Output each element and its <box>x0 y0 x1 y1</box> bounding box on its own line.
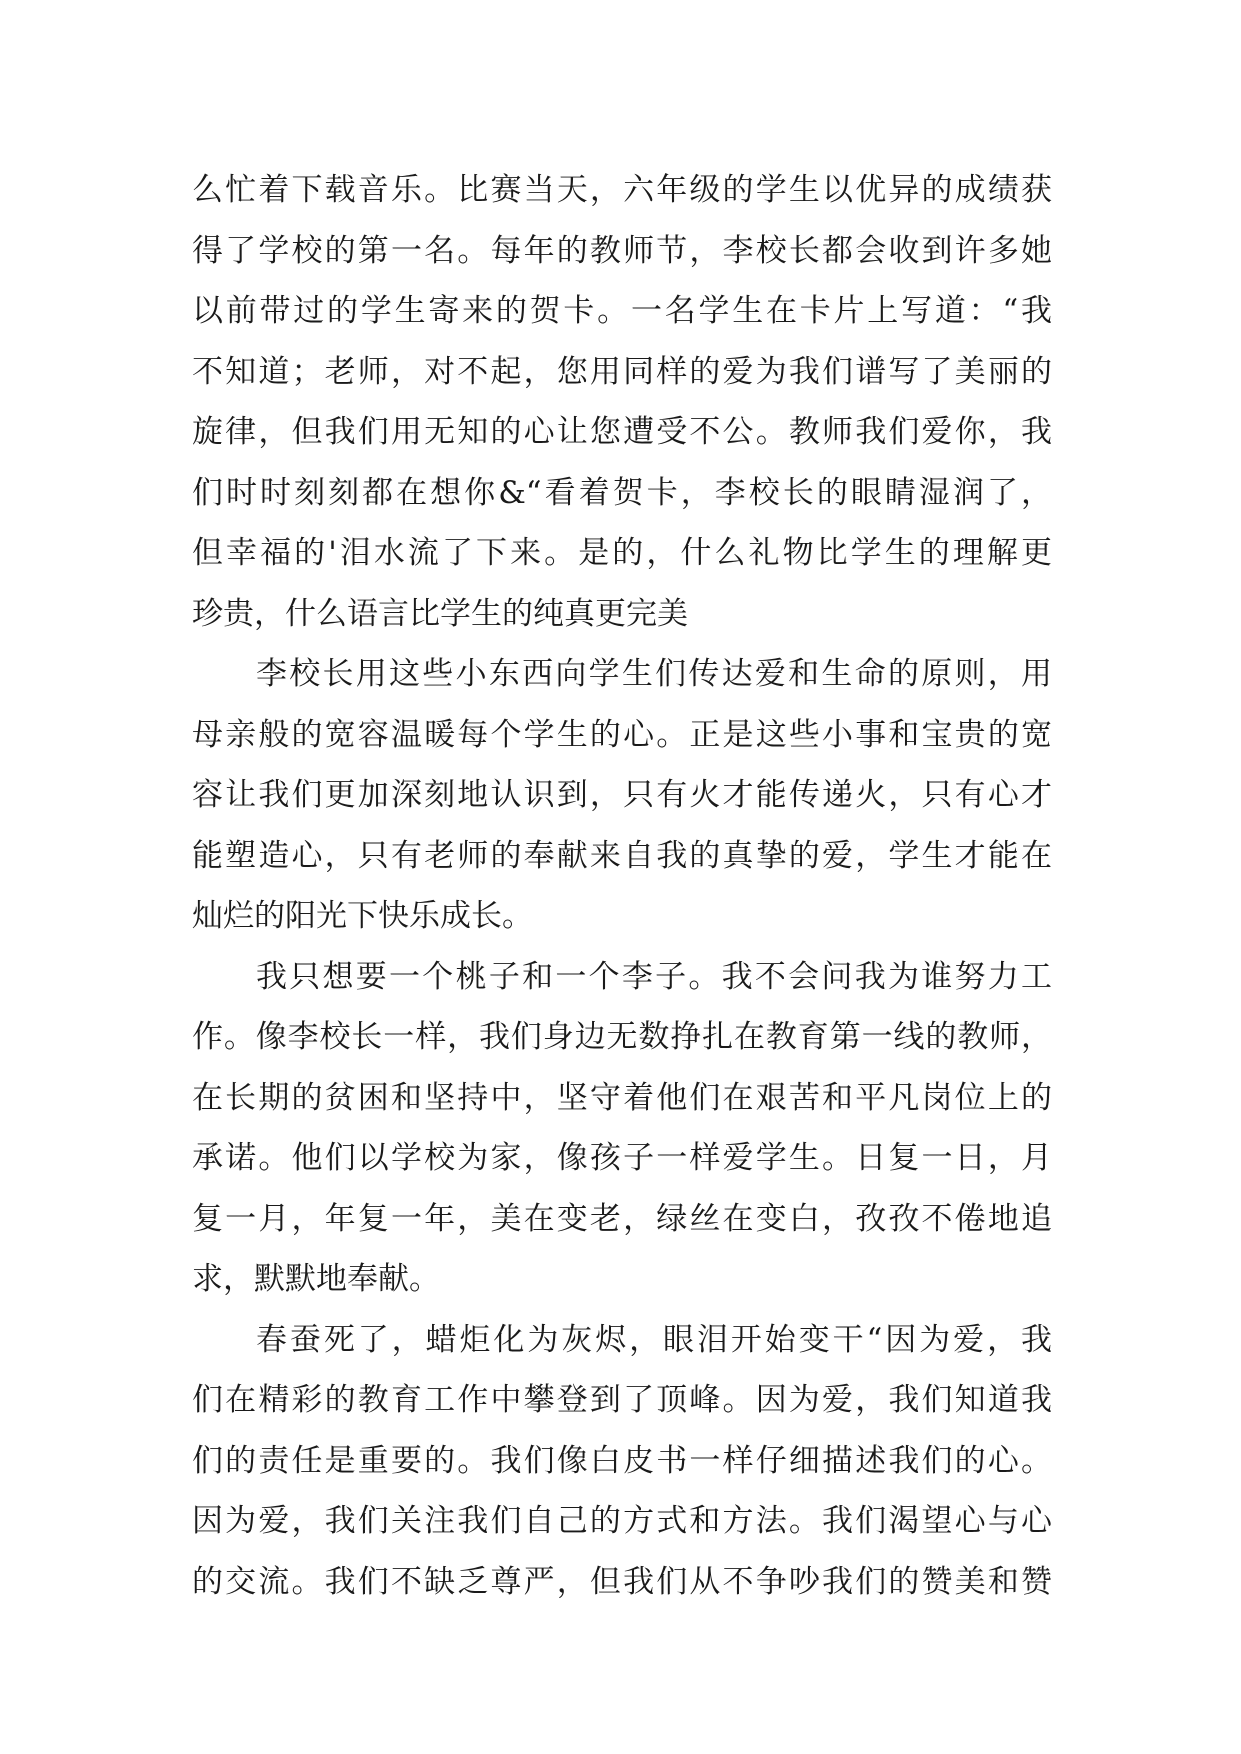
text-line: 不知道；老师，对不起，您用同样的爱为我们谱写了美丽的 <box>192 353 1052 390</box>
text-line: 灿烂的阳光下快乐成长。 <box>192 898 533 934</box>
paragraph-first-line: 春蚕死了，蜡炬化为灰烬，眼泪开始变干“因为爱，我 <box>256 1321 1052 1358</box>
text-line: 么忙着下载音乐。比赛当天，六年级的学生以优异的成绩获 <box>192 172 1052 208</box>
text-line: 们时时刻刻都在想你&“看着贺卡，李校长的眼睛湿润了， <box>192 474 1052 511</box>
text-line: 珍贵，什么语言比学生的纯真更完美 <box>192 595 688 632</box>
text-line: 得了学校的第一名。每年的教师节，李校长都会收到许多她 <box>192 232 1052 269</box>
text-line: 能塑造心，只有老师的奉献来自我的真挚的爱，学生才能在 <box>192 837 1052 874</box>
text-line: 们在精彩的教育工作中攀登到了顶峰。因为爱，我们知道我 <box>192 1382 1052 1418</box>
text-line: 在长期的贫困和坚持中，坚守着他们在艰苦和平凡岗位上的 <box>192 1079 1052 1116</box>
text-line: 但幸福的'泪水流了下来。是的，什么礼物比学生的理解更 <box>192 535 1052 571</box>
body-text <box>192 160 1052 1612</box>
text-line: 们的责任是重要的。我们像白皮书一样仔细描述我们的心。 <box>192 1442 1052 1479</box>
text-line: 的交流。我们不缺乏尊严，但我们从不争吵我们的赞美和赞 <box>192 1563 1052 1600</box>
text-line: 承诺。他们以学校为家，像孩子一样爱学生。日复一日，月 <box>192 1140 1052 1176</box>
paragraph-first-line: 我只想要一个桃子和一个李子。我不会问我为谁努力工 <box>256 958 1052 995</box>
text-line: 作。像李校长一样，我们身边无数挣扎在教育第一线的教师， <box>192 1019 1052 1055</box>
text-line: 因为爱，我们关注我们自己的方式和方法。我们渴望心与心 <box>192 1503 1052 1539</box>
text-line: 容让我们更加深刻地认识到，只有火才能传递火，只有心才 <box>192 777 1052 813</box>
text-line: 旋律，但我们用无知的心让您遭受不公。教师我们爱你，我 <box>192 414 1052 450</box>
text-line: 以前带过的学生寄来的贺卡。一名学生在卡片上写道：“我 <box>192 293 1052 329</box>
text-line: 母亲般的宽容温暖每个学生的心。正是这些小事和宝贵的宽 <box>192 716 1052 753</box>
text-line: 复一月，年复一年，美在变老，绿丝在变白，孜孜不倦地追 <box>192 1200 1052 1237</box>
paragraph-first-line: 李校长用这些小东西向学生们传达爱和生命的原则，用 <box>256 656 1052 692</box>
text-line: 求，默默地奉献。 <box>192 1261 440 1297</box>
